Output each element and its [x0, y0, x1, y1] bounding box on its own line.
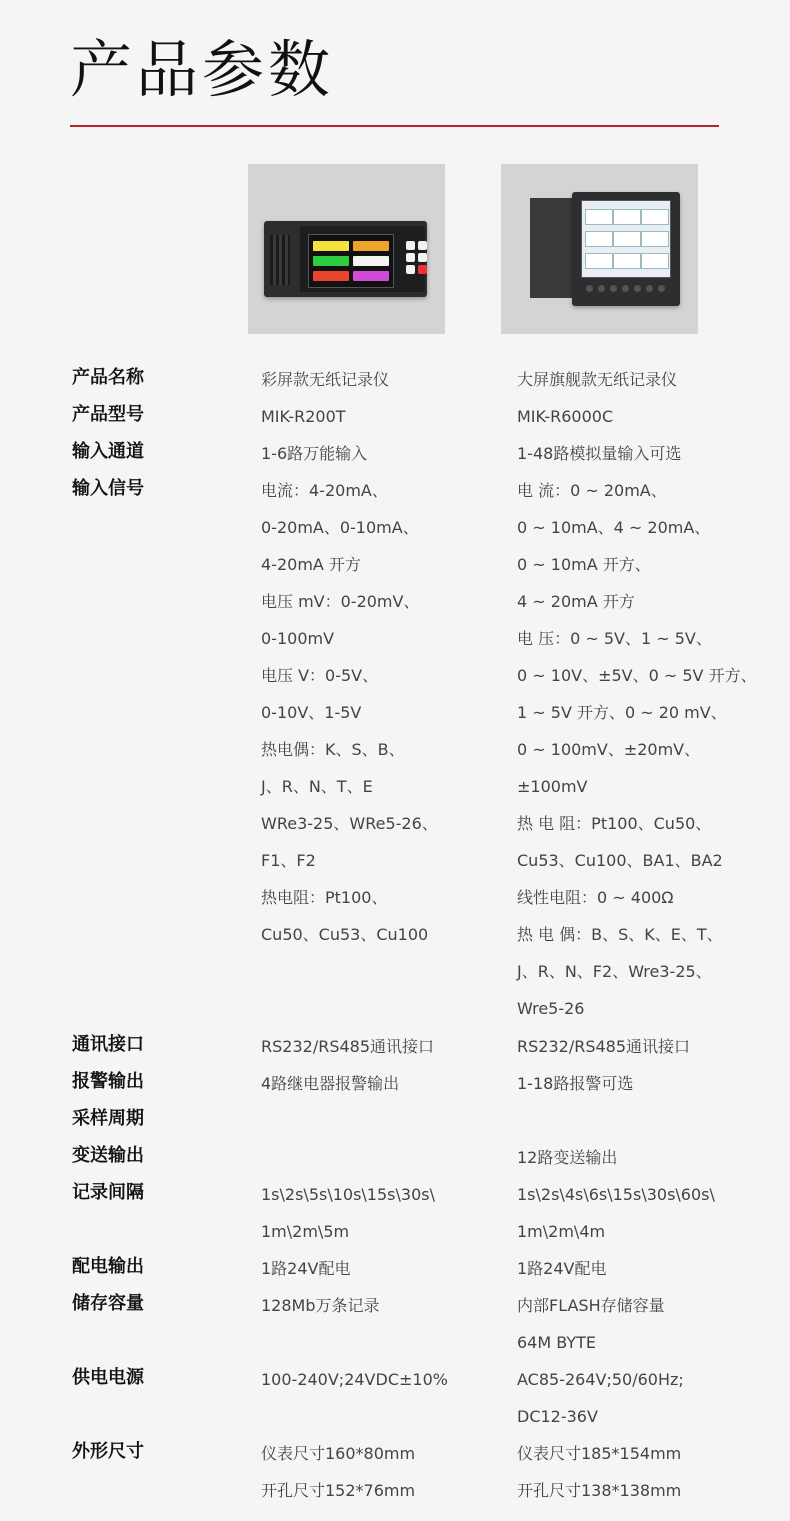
- product-image-r6000c: [501, 164, 698, 334]
- r6000c-signal-line: 0 ~ 10mA、4 ~ 20mA、: [517, 518, 711, 537]
- r6000c-signal-line: 0 ~ 10V、±5V、0 ~ 5V 开方、: [517, 666, 757, 685]
- device-r6000c-illustration: [526, 192, 681, 305]
- label-record-interval: 记录间隔: [72, 1182, 144, 1203]
- r6000c-size-line: 开孔尺寸138*138mm: [517, 1481, 682, 1500]
- r6000c-signal-line: 1 ~ 5V 开方、0 ~ 20 mV、: [517, 703, 727, 722]
- title-divider: [70, 125, 719, 127]
- device-r200t-illustration: [264, 221, 427, 297]
- label-power-distribution: 配电输出: [72, 1256, 144, 1277]
- r200t-comm: RS232/RS485通讯接口: [261, 1037, 435, 1056]
- label-product-name: 产品名称: [72, 367, 144, 388]
- r6000c-signal-line: 电 压：0 ~ 5V、1 ~ 5V、: [517, 629, 712, 648]
- r6000c-signal-line: 热 电 偶：B、S、K、E、T、: [517, 925, 723, 944]
- label-channels: 输入通道: [72, 441, 144, 462]
- label-alarm-output: 报警输出: [72, 1071, 144, 1092]
- r6000c-transmit: 12路变送输出: [517, 1148, 618, 1167]
- r6000c-storage-line: 内部FLASH存储容量: [517, 1296, 665, 1315]
- r6000c-supply-line: DC12-36V: [517, 1407, 598, 1426]
- label-dimensions: 外形尺寸: [72, 1441, 144, 1462]
- page-title: 产品参数: [70, 33, 335, 106]
- r6000c-signal-line: 0 ~ 100mV、±20mV、: [517, 740, 701, 759]
- label-storage: 储存容量: [72, 1293, 144, 1314]
- r200t-storage: 128Mb万条记录: [261, 1296, 380, 1315]
- label-transmit-output: 变送输出: [72, 1145, 144, 1166]
- r6000c-size-line: 仪表尺寸185*154mm: [517, 1444, 682, 1463]
- r6000c-signal-line: J、R、N、F2、Wre3-25、: [517, 962, 712, 981]
- r200t-power-out: 1路24V配电: [261, 1259, 351, 1278]
- r200t-signal-line: 4-20mA 开方: [261, 555, 361, 574]
- r200t-signal-line: 0-100mV: [261, 629, 335, 648]
- r200t-signal-line: F1、F2: [261, 851, 316, 870]
- r200t-signal-line: 电压 mV：0-20mV、: [261, 592, 420, 611]
- label-sampling-period: 采样周期: [72, 1108, 144, 1129]
- r200t-model: MIK-R200T: [261, 407, 346, 426]
- r6000c-signal-line: ±100mV: [517, 777, 588, 796]
- label-comm-interface: 通讯接口: [72, 1034, 144, 1055]
- r200t-supply: 100-240V;24VDC±10%: [261, 1370, 448, 1389]
- r200t-signal-line: 热电阻：Pt100、: [261, 888, 388, 907]
- r6000c-product-name: 大屏旗舰款无纸记录仪: [517, 370, 678, 389]
- r200t-signal-line: WRe3-25、WRe5-26、: [261, 814, 438, 833]
- r200t-signal-line: 0-10V、1-5V: [261, 703, 362, 722]
- r6000c-alarm: 1-18路报警可选: [517, 1074, 634, 1093]
- r200t-signal-line: Cu50、Cu53、Cu100: [261, 925, 429, 944]
- r6000c-signal-line: 0 ~ 10mA 开方、: [517, 555, 651, 574]
- label-model: 产品型号: [72, 404, 144, 425]
- r6000c-interval-line: 1s\2s\4s\6s\15s\30s\60s\: [517, 1185, 715, 1204]
- r200t-signal-line: 热电偶：K、S、B、: [261, 740, 405, 759]
- r200t-signal-line: 电压 V：0-5V、: [261, 666, 379, 685]
- r200t-interval-line: 1s\2s\5s\10s\15s\30s\: [261, 1185, 435, 1204]
- r6000c-channels: 1-48路模拟量输入可选: [517, 444, 682, 463]
- r6000c-signal-line: 热 电 阻：Pt100、Cu50、: [517, 814, 712, 833]
- r200t-product-name: 彩屏款无纸记录仪: [261, 370, 390, 389]
- r200t-alarm: 4路继电器报警输出: [261, 1074, 400, 1093]
- r6000c-supply-line: AC85-264V;50/60Hz;: [517, 1370, 684, 1389]
- r6000c-model: MIK-R6000C: [517, 407, 614, 426]
- r6000c-storage-line: 64M BYTE: [517, 1333, 597, 1352]
- r6000c-comm: RS232/RS485通讯接口: [517, 1037, 691, 1056]
- r6000c-signal-line: Cu53、Cu100、BA1、BA2: [517, 851, 723, 870]
- r200t-signal-line: J、R、N、T、E: [261, 777, 373, 796]
- r200t-signal-line: 电流：4-20mA、: [261, 481, 388, 500]
- r200t-size-line: 仪表尺寸160*80mm: [261, 1444, 416, 1463]
- label-power-supply: 供电电源: [72, 1367, 144, 1388]
- r6000c-signal-line: 4 ~ 20mA 开方: [517, 592, 635, 611]
- r6000c-signal-line: 线性电阻：0 ~ 400Ω: [517, 888, 674, 907]
- r6000c-signal-line: 电 流：0 ~ 20mA、: [517, 481, 667, 500]
- r6000c-signal-line: Wre5-26: [517, 999, 585, 1018]
- r200t-size-line: 开孔尺寸152*76mm: [261, 1481, 416, 1500]
- r200t-signal-line: 0-20mA、0-10mA、: [261, 518, 419, 537]
- r200t-channels: 1-6路万能输入: [261, 444, 368, 463]
- label-input-signal: 输入信号: [72, 478, 144, 499]
- product-image-r200t: [248, 164, 445, 334]
- r6000c-power-out: 1路24V配电: [517, 1259, 607, 1278]
- r6000c-interval-line: 1m\2m\4m: [517, 1222, 606, 1241]
- r200t-interval-line: 1m\2m\5m: [261, 1222, 350, 1241]
